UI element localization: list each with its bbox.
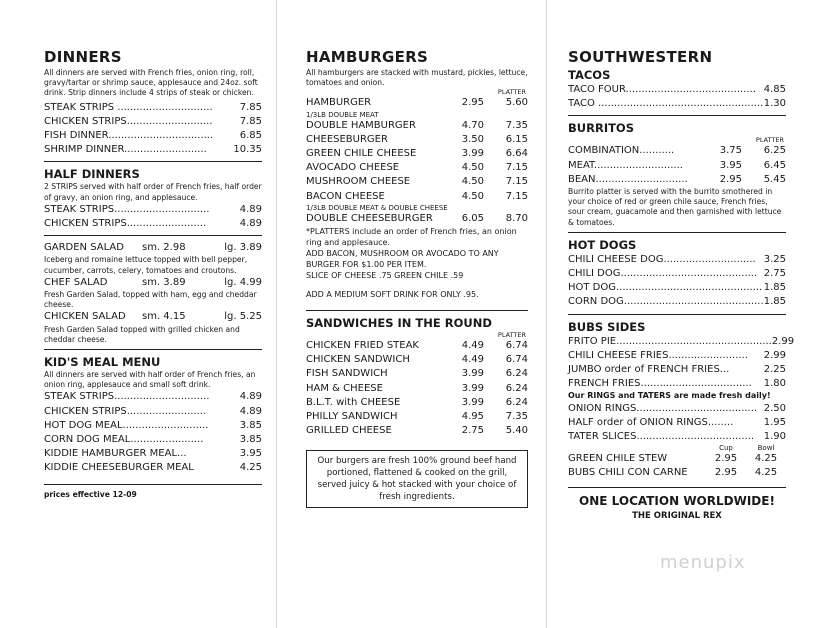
menu-item <box>306 339 528 353</box>
item-name: ONION RINGS...................................... <box>568 402 758 414</box>
item-name: SHRIMP DINNER.......................... <box>44 144 207 156</box>
item-name: FRITO PIE................................................. <box>568 335 772 347</box>
divider <box>44 349 262 350</box>
menu-item <box>568 416 786 430</box>
divider <box>568 314 786 315</box>
item-price: 3.99 <box>461 396 484 408</box>
item-price: 3.85 <box>239 419 262 431</box>
item-name: CORN DOG............................................ <box>568 296 764 308</box>
soup-name: BUBS CHILI CON CARNE <box>568 467 688 479</box>
burritos-list <box>568 144 786 187</box>
menu-item <box>44 390 262 404</box>
item-name: CHILI CHEESE DOG............................. <box>568 253 756 265</box>
hot-dogs-list <box>568 253 786 310</box>
item-name: STEAK STRIPS.............................. <box>44 203 210 215</box>
item-price: 4.89 <box>239 391 262 403</box>
item-price: 4.89 <box>239 203 262 215</box>
item-name: CHICKEN FRIED STEAK <box>306 340 419 352</box>
menu-item <box>568 83 786 97</box>
dinners-list <box>44 101 262 158</box>
soups-list <box>568 452 786 480</box>
salad-description: Fresh Garden Salad topped with grilled chicken and cheddar cheese. <box>44 324 240 344</box>
divider <box>44 484 262 485</box>
menu-item <box>306 119 528 133</box>
menu-item <box>306 424 528 438</box>
item-price: 4.70 <box>461 119 484 131</box>
item-name: HAM & CHEESE <box>306 382 383 394</box>
item-price: 3.75 <box>719 145 742 157</box>
menu-item <box>568 159 786 173</box>
item-price: 1.30 <box>763 98 786 110</box>
fresh-daily-note: Our RINGS and TATERS are made fresh daily! <box>568 391 771 401</box>
item-name: HAMBURGER <box>306 97 372 109</box>
item-platter-price: 6.24 <box>505 382 528 394</box>
item-name: MUSHROOM CHEESE <box>306 176 411 188</box>
item-price: 3.99 <box>461 148 484 160</box>
menu-item <box>568 377 786 391</box>
menu-item <box>306 367 528 381</box>
menu-item <box>306 396 528 410</box>
salad-small-price: sm. 4.15 <box>142 311 186 323</box>
menu-item <box>306 161 528 175</box>
item-price: 3.95 <box>719 159 742 171</box>
kids-meal-heading: KID'S MEAL MENU <box>44 355 161 370</box>
half-dinners-heading: HALF DINNERS <box>44 167 140 182</box>
divider <box>568 232 786 233</box>
item-price: 4.85 <box>763 84 786 95</box>
item-name: KIDDIE CHEESEBURGER MEAL <box>44 462 194 474</box>
prices-effective-note: prices effective 12-09 <box>44 489 137 499</box>
item-price: 4.89 <box>239 218 262 230</box>
item-platter-price: 7.35 <box>505 119 528 131</box>
divider <box>44 235 262 236</box>
salads-list <box>44 241 262 345</box>
item-price: 1.85 <box>763 282 786 294</box>
item-price: 3.99 <box>461 368 484 380</box>
menu-item <box>306 353 528 367</box>
sandwiches-heading: SANDWICHES IN THE ROUND <box>306 316 492 331</box>
panel-southwestern <box>568 48 795 521</box>
item-platter-price: 6.15 <box>505 133 528 145</box>
item-price: 3.99 <box>461 382 484 394</box>
menu-item <box>568 402 786 416</box>
item-platter-price: 6.64 <box>505 148 528 160</box>
menu-item <box>44 203 262 217</box>
menu-item <box>568 267 786 281</box>
item-price: 3.95 <box>239 448 262 460</box>
item-platter-price: 6.25 <box>763 145 786 157</box>
menu-item <box>306 147 528 161</box>
item-name: CHICKEN STRIPS......................... <box>44 405 207 417</box>
item-price: 6.85 <box>239 130 262 142</box>
salad-item <box>44 241 262 255</box>
menu-item <box>306 190 528 204</box>
item-price: 2.50 <box>763 402 786 414</box>
item-name: PHILLY SANDWICH <box>306 411 398 423</box>
menu-item <box>568 335 795 349</box>
item-price: 4.95 <box>461 411 484 423</box>
soup-bowl-price: 4.25 <box>754 453 778 465</box>
salad-small-price: sm. 2.98 <box>142 242 186 254</box>
item-name: AVOCADO CHEESE <box>306 162 400 174</box>
item-name: COMBINATION........... <box>568 145 675 157</box>
item-platter-price: 7.15 <box>505 190 528 202</box>
item-price: 4.50 <box>461 190 484 202</box>
location-tagline: ONE LOCATION WORLDWIDE! <box>579 493 775 508</box>
kids-meal-description: All dinners are served with half order of French fries, an onion ring, applesauce and small soft drink. <box>44 370 256 390</box>
item-price: 4.50 <box>461 176 484 188</box>
item-name: TACO .................................................... <box>568 98 764 110</box>
salad-large-price: lg. 5.25 <box>224 311 262 323</box>
item-name: JUMBO order of FRENCH FRIES... <box>568 364 730 376</box>
menupix-watermark: menupix <box>660 552 746 573</box>
item-price: 4.89 <box>239 405 262 417</box>
salad-description: Fresh Garden Salad, topped with ham, egg and cheddar cheese. <box>44 290 257 310</box>
item-price: 2.95 <box>461 97 484 109</box>
half-dinners-description: 2 STRIPS served with half order of French fries, half order of gravy, an onion ring, and applesauce. <box>44 182 262 202</box>
hamburgers-heading: HAMBURGERS <box>306 48 429 66</box>
soup-item <box>568 466 786 480</box>
menu-item <box>306 212 528 226</box>
item-platter-price: 8.70 <box>505 212 528 224</box>
salad-description: Iceberg and romaine lettuce topped with bell pepper, cucumber, carrots, celery, tomatoes and croutons. <box>44 255 248 275</box>
salad-small-price: sm. 3.89 <box>142 276 186 288</box>
menu-item <box>44 447 262 461</box>
item-name: BEAN............................. <box>568 173 688 185</box>
item-price: 10.35 <box>233 144 262 156</box>
panel-fold-right <box>546 0 547 628</box>
item-price: 2.95 <box>719 173 742 185</box>
menu-item <box>44 217 262 231</box>
panel-dinners <box>44 48 262 500</box>
item-name: CHICKEN STRIPS........................... <box>44 115 213 127</box>
menu-item <box>568 97 786 111</box>
divider <box>44 161 262 162</box>
dinners-description: All dinners are served with French fries, onion ring, roll, gravy/tartar or shrimp sauce, applesauce and 24oz. soft drink. Strip dinners include 4 strips of steak or chicken. <box>44 68 258 98</box>
salad-item <box>44 310 262 324</box>
salad-item <box>44 276 262 290</box>
hamburgers-description: All hamburgers are stacked with mustard, pickles, lettuce, tomatoes and onion. <box>306 68 528 88</box>
menu-item <box>568 173 786 187</box>
tacos-heading: TACOS <box>568 68 611 82</box>
hot-dogs-heading: HOT DOGS <box>568 237 637 252</box>
item-name: DOUBLE CHEESEBURGER <box>306 212 433 224</box>
item-note: 1/3LB DOUBLE MEAT <box>306 110 379 119</box>
menu-item <box>44 101 262 115</box>
item-name: DOUBLE HAMBURGER <box>306 119 416 131</box>
item-price: 1.80 <box>763 378 786 390</box>
menu-item <box>568 430 786 444</box>
menu-item <box>568 144 786 158</box>
item-name: CHILI DOG........................................... <box>568 268 758 280</box>
soup-name: GREEN CHILE STEW <box>568 453 668 465</box>
menu-item <box>44 419 262 433</box>
item-price: 4.49 <box>461 340 484 352</box>
menu-item <box>44 433 262 447</box>
item-name: CHILI CHEESE FRIES......................... <box>568 349 748 361</box>
item-name: FISH SANDWICH <box>306 368 388 380</box>
item-name: TATER SLICES..................................... <box>568 431 755 443</box>
cup-bowl-labels: Cup Bowl <box>719 444 775 453</box>
panel-hamburgers <box>306 48 528 508</box>
item-name: CHICKEN SANDWICH <box>306 354 410 366</box>
divider <box>568 487 786 488</box>
salad-name: CHEF SALAD <box>44 276 108 288</box>
fresh-beef-box <box>306 450 528 508</box>
half-dinners-list <box>44 203 262 231</box>
soup-item <box>568 452 786 466</box>
item-name: TACO FOUR......................................... <box>568 84 756 95</box>
menu-item <box>568 295 786 309</box>
item-name: HALF order of ONION RINGS........ <box>568 416 734 428</box>
panel-fold-left <box>276 0 277 628</box>
item-name: CHICKEN STRIPS......................... <box>44 218 207 230</box>
item-price: 2.25 <box>763 364 786 376</box>
item-platter-price: 7.15 <box>505 162 528 174</box>
platter-column-label: PLATTER <box>497 331 526 340</box>
menu-item <box>44 405 262 419</box>
item-price: 3.50 <box>461 133 484 145</box>
item-price: 2.75 <box>763 268 786 280</box>
item-name: FISH DINNER................................. <box>44 130 214 142</box>
item-price: 1.85 <box>763 296 786 308</box>
item-name: STEAK STRIPS.............................. <box>44 391 210 403</box>
menu-item <box>568 363 786 377</box>
item-platter-price: 5.40 <box>505 425 528 437</box>
item-price: 6.05 <box>461 212 484 224</box>
rings-list <box>568 402 786 445</box>
menu-item <box>44 461 262 475</box>
item-price: 1.90 <box>763 431 786 443</box>
item-price: 2.75 <box>461 425 484 437</box>
platter-column-label: PLATTER <box>497 88 526 97</box>
bubs-sides-heading: BUBS SIDES <box>568 319 646 334</box>
menu-item <box>568 253 786 267</box>
item-name: B.L.T. with CHEESE <box>306 396 401 408</box>
item-platter-price: 5.45 <box>763 173 786 185</box>
soup-bowl-price: 4.25 <box>754 467 778 479</box>
item-platter-price: 7.15 <box>505 176 528 188</box>
divider <box>306 310 528 311</box>
salad-large-price: lg. 4.99 <box>224 276 262 288</box>
item-name: GREEN CHILE CHEESE <box>306 148 417 160</box>
soft-drink-offer: ADD A MEDIUM SOFT DRINK FOR ONLY .95. <box>306 290 479 300</box>
item-name: MEAT............................ <box>568 159 683 171</box>
item-name: CHEESEBURGER <box>306 133 388 145</box>
item-price: 7.85 <box>239 115 262 127</box>
soup-cup-price: 2.95 <box>714 453 738 465</box>
item-note: 1/3LB DOUBLE MEAT & DOUBLE CHEESE <box>306 203 448 212</box>
burger-note: ADD BACON, MUSHROOM OR AVOCADO TO ANY BURGER FOR $1.00 PER ITEM. <box>306 249 499 270</box>
item-platter-price: 7.35 <box>505 411 528 423</box>
burritos-heading: BURRITOS <box>568 121 634 136</box>
hamburgers-list <box>306 96 528 226</box>
menu-item <box>44 115 262 129</box>
item-name: KIDDIE HAMBURGER MEAL... <box>44 448 187 460</box>
menu-item <box>306 382 528 396</box>
item-platter-price: 5.60 <box>505 97 528 109</box>
item-price: 2.99 <box>771 335 795 347</box>
item-platter-price: 6.74 <box>505 340 528 352</box>
item-price: 2.99 <box>763 349 786 361</box>
burritos-description: Burrito platter is served with the burrito smothered in your choice of red or green chile sauce, French fries, sour cream, guacamole and then garnished with lettuce & tomatoes. <box>568 187 782 227</box>
burger-note: *PLATTERS include an order of French fries, an onion ring and applesauce. <box>306 227 517 248</box>
sides-list <box>568 335 795 392</box>
menu-item <box>44 129 262 143</box>
item-platter-price: 6.74 <box>505 354 528 366</box>
menu-item <box>306 175 528 189</box>
tacos-list <box>568 83 786 111</box>
item-name: HOT DOG.............................................. <box>568 282 763 294</box>
brand-name: THE ORIGINAL REX <box>632 510 722 521</box>
hamburgers-notes <box>306 226 528 281</box>
item-name: GRILLED CHEESE <box>306 425 392 437</box>
item-name: HOT DOG MEAL........................... <box>44 419 209 431</box>
kids-meal-list <box>44 390 262 475</box>
item-price: 7.85 <box>239 101 262 113</box>
salad-large-price: lg. 3.89 <box>224 242 262 254</box>
menu-item <box>44 143 262 157</box>
sandwiches-list <box>306 339 528 438</box>
menu-item <box>306 133 528 147</box>
menu-item <box>568 349 786 363</box>
item-platter-price: 6.24 <box>505 396 528 408</box>
fresh-beef-text: Our burgers are fresh 100% ground beef hand portioned, flattened & cooked on the grill, served juicy & hot stacked with your choice of fresh ingredients. <box>317 456 517 503</box>
salad-name: GARDEN SALAD <box>44 242 124 254</box>
menu-item <box>306 410 528 424</box>
divider <box>568 115 786 116</box>
southwestern-heading: SOUTHWESTERN <box>568 48 713 66</box>
menu-item <box>306 96 528 110</box>
item-platter-price: 6.45 <box>763 159 786 171</box>
item-price: 4.50 <box>461 162 484 174</box>
item-price: 4.25 <box>239 462 262 474</box>
item-price: 3.85 <box>239 434 262 446</box>
item-price: 1.95 <box>763 416 786 428</box>
item-price: 4.49 <box>461 354 484 366</box>
salad-name: CHICKEN SALAD <box>44 311 126 323</box>
item-name: BACON CHEESE <box>306 190 385 202</box>
burger-note: SLICE OF CHEESE .75 GREEN CHILE .59 <box>306 271 464 281</box>
item-name: FRENCH FRIES................................... <box>568 378 752 390</box>
platter-column-label: PLATTER <box>755 136 784 145</box>
dinners-heading: DINNERS <box>44 48 122 66</box>
item-name: CORN DOG MEAL....................... <box>44 434 204 446</box>
item-name: STEAK STRIPS .............................. <box>44 101 213 113</box>
soup-cup-price: 2.95 <box>714 467 738 479</box>
menu-item <box>568 281 786 295</box>
item-price: 3.25 <box>763 253 786 265</box>
item-platter-price: 6.24 <box>505 368 528 380</box>
